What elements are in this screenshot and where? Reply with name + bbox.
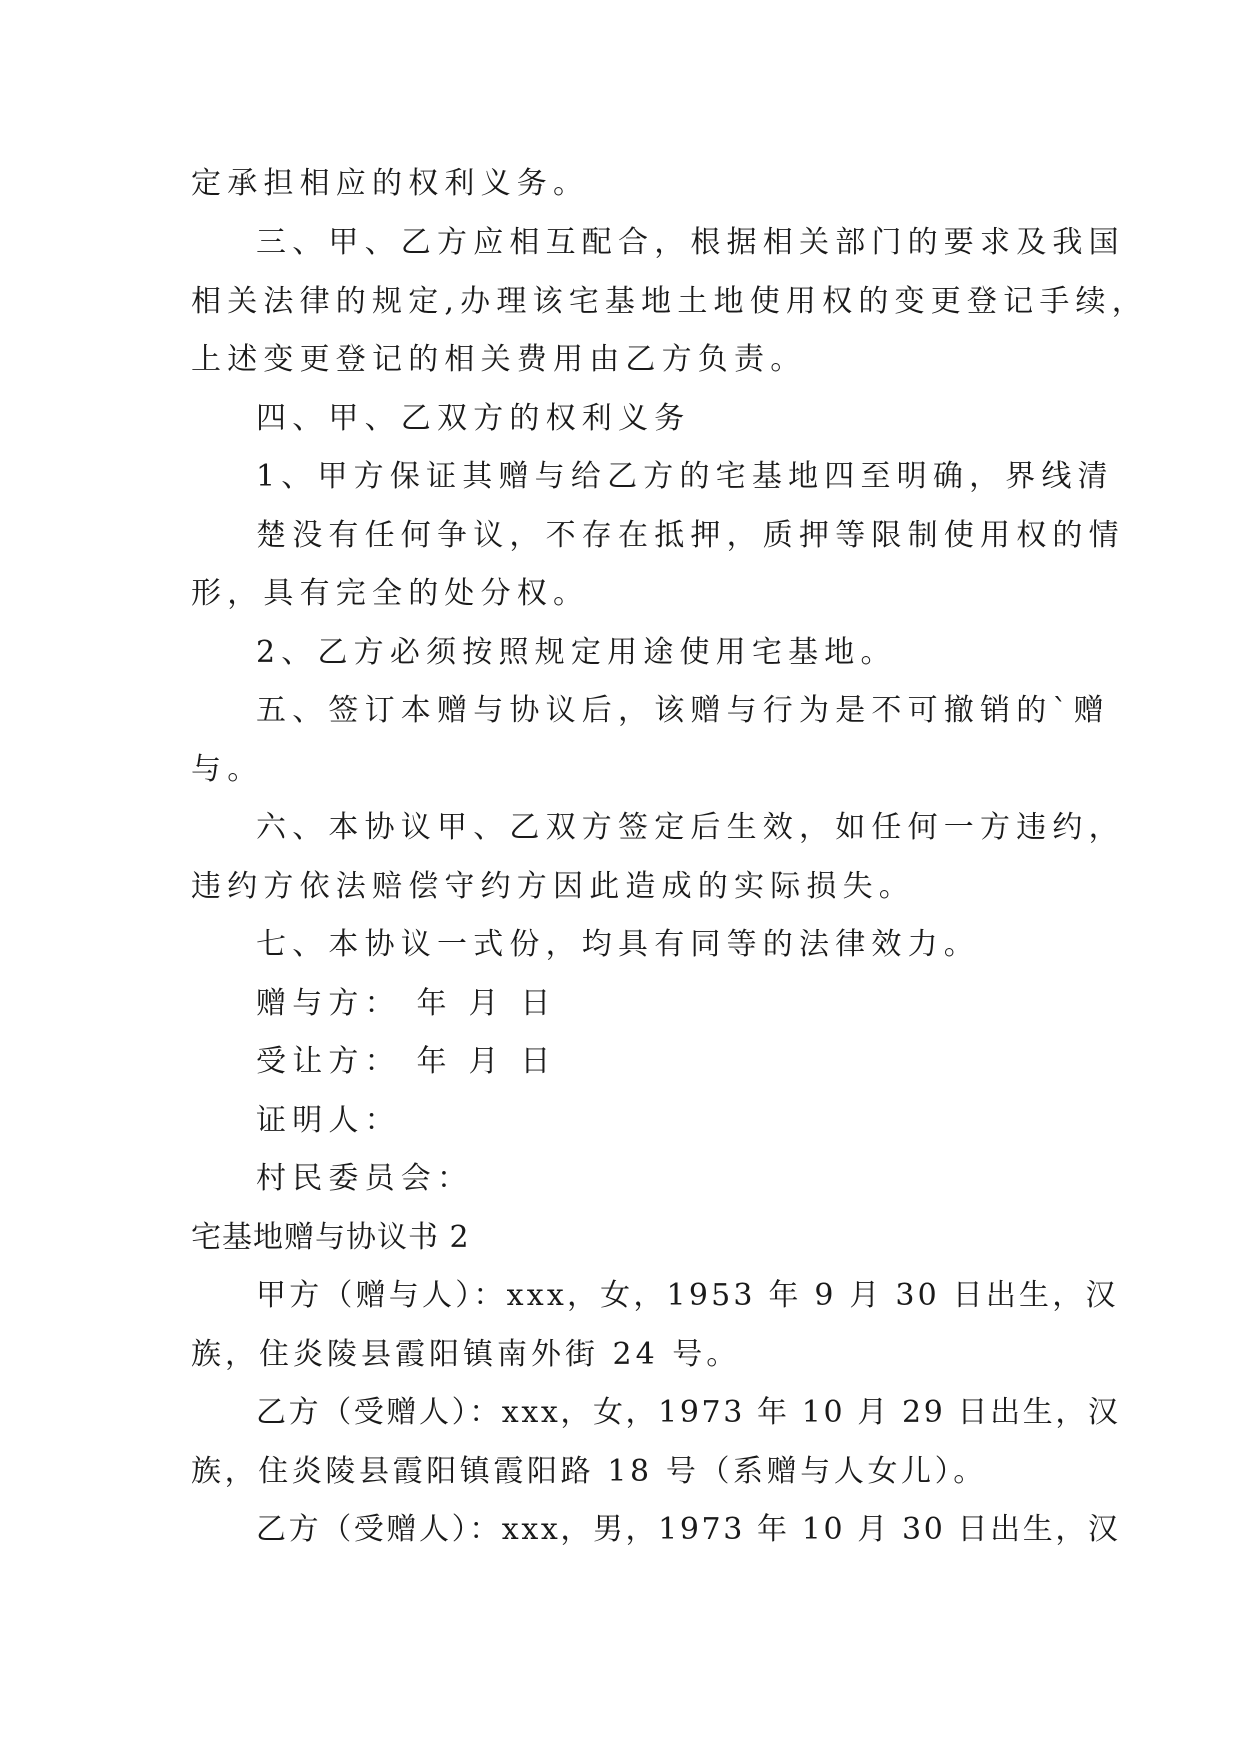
document-title: 宅基地赠与协议书 2 [191,1220,470,1255]
paragraph-line: 乙方（受赠人）：xxx，男，1973 年 10 月 30 日出生，汉 [256,1512,1121,1547]
signature-line-donor: 赠与方： 年 月 日 [256,986,557,1021]
paragraph-line: 七、本协议一式份，均具有同等的法律效力。 [256,927,980,962]
paragraph-line: 甲方（赠与人）：xxx，女，1953 年 9 月 30 日出生，汉 [256,1278,1119,1313]
signature-line-committee: 村民委员会： [256,1161,474,1196]
paragraph-line: 形，具有完全的处分权。 [191,576,590,611]
paragraph-line: 定承担相应的权利义务。 [191,166,590,201]
paragraph-line: 三、甲、乙方应相互配合，根据相关部门的要求及我国 [256,225,1125,260]
paragraph-line: 族，住炎陵县霞阳镇南外街 24 号。 [191,1337,741,1372]
paragraph-line: 上述变更登记的相关费用由乙方负责。 [191,342,807,377]
paragraph-line: 相关法律的规定,办理该宅基地土地使用权的变更登记手续， [191,284,1148,319]
paragraph-line: 楚没有任何争议，不存在抵押，质押等限制使用权的情 [256,518,1125,553]
signature-line-witness: 证明人： [256,1103,401,1138]
paragraph-line: 与。 [191,752,264,787]
paragraph-line: 2、乙方必须按照规定用途使用宅基地。 [256,635,897,670]
paragraph-line: 1、甲方保证其赠与给乙方的宅基地四至明确，界线清 [256,459,1114,494]
paragraph-line: 乙方（受赠人）：xxx，女，1973 年 10 月 29 日出生，汉 [256,1395,1121,1430]
signature-line-recipient: 受让方： 年 月 日 [256,1044,557,1079]
paragraph-line: 族，住炎陵县霞阳镇霞阳路 18 号（系赠与人女儿）。 [191,1454,987,1489]
section-heading: 四、甲、乙双方的权利义务 [256,401,691,436]
paragraph-line: 六、本协议甲、乙双方签定后生效，如任何一方违约， [256,810,1125,845]
paragraph-line: 五、签订本赠与协议后，该赠与行为是不可撤销的`赠 [256,693,1110,728]
paragraph-line: 违约方依法赔偿守约方因此造成的实际损失。 [191,869,915,904]
